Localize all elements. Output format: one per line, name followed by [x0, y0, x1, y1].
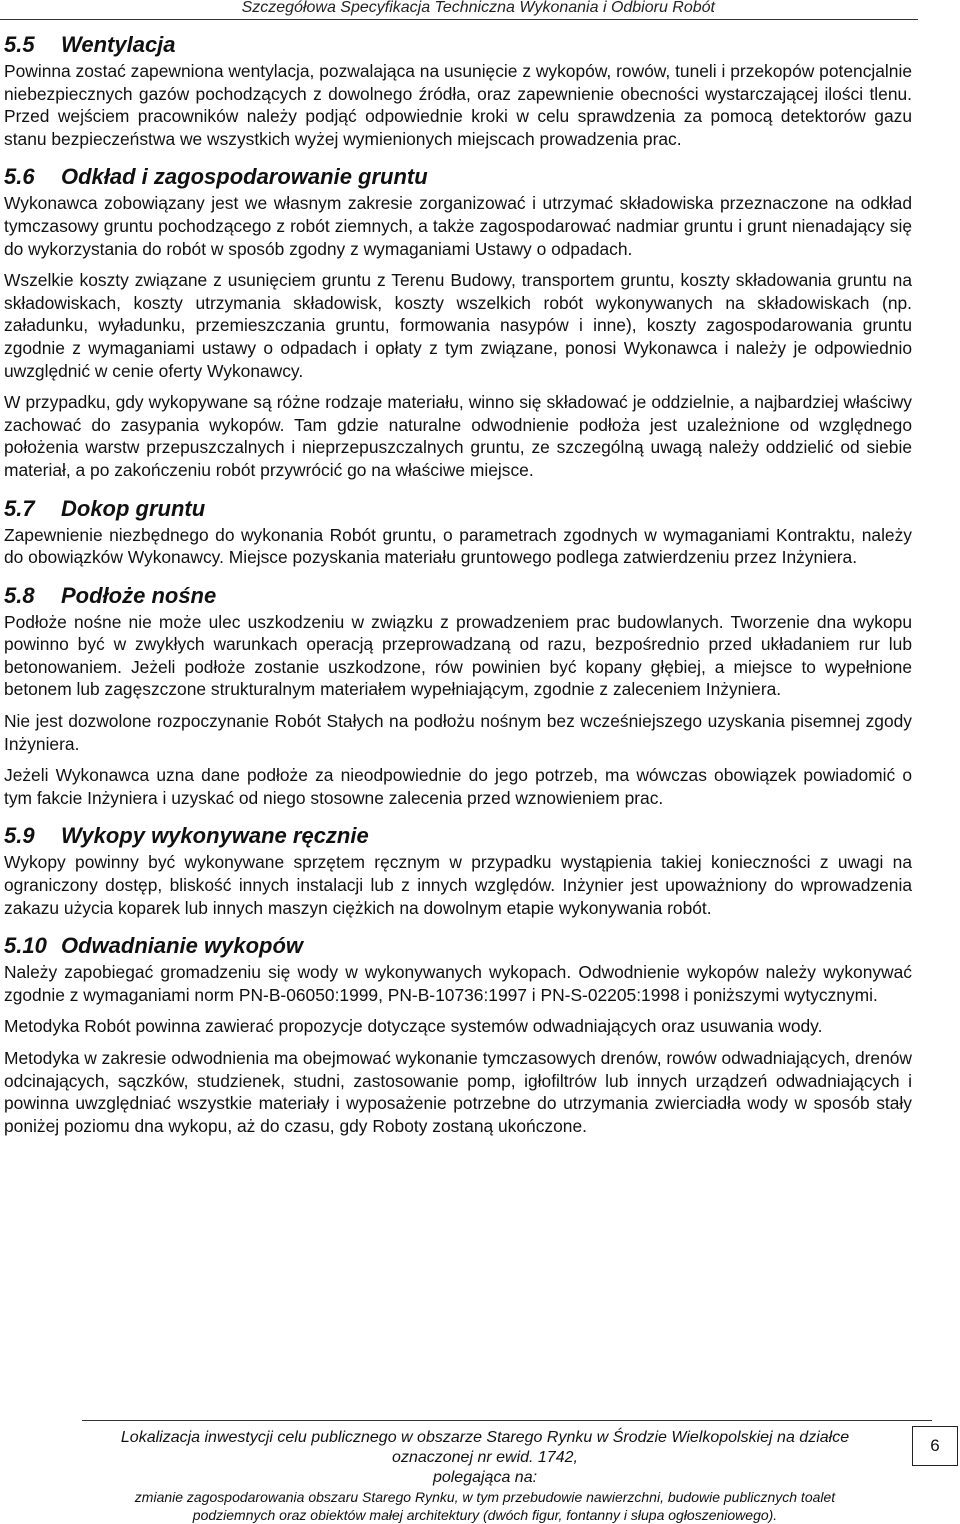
- paragraph: Należy zapobiegać gromadzeniu się wody w wykonywanych wykopach. Odwodnienie wykopów należy wykonywać zgodnie z wymaganiami norm PN-B-06050:1999, PN-B-10736:1997 i PN-S-02205:1998 i poniższymi wytycznymi.: [4, 962, 912, 1005]
- footer-line: Lokalizacja inwestycji celu publicznego w obszarze Starego Rynku w Środzie Wielkopolskiej na działce: [120, 1429, 850, 1446]
- footer-line: zmianie zagospodarowania obszaru Starego Rynku, w tym przebudowie nawierzchni, budowie publicznych toalet: [134, 1489, 836, 1505]
- section-number: 5.7: [4, 495, 35, 521]
- section-heading: [4, 162, 912, 192]
- section-heading: [4, 931, 912, 961]
- section-title: Podłoże nośne: [61, 582, 217, 608]
- section-title: Dokop gruntu: [61, 495, 206, 521]
- section-number: 5.9: [4, 823, 35, 849]
- section-heading: [4, 581, 912, 611]
- footer-line: podziemnych oraz obiektów małej architektury (dwóch figur, fontanny i słupa ogłoszeniowego).: [192, 1507, 778, 1523]
- paragraph: Zapewnienie niezbędnego do wykonania Robót gruntu, o parametrach zgodnych w wymaganiami Kontraktu, należy do obowiązków Wykonawcy. Miejsce pozyskania materiału gruntowego podlega zatwierdzeniu przez Inżyniera.: [4, 524, 912, 568]
- section-number: 5.5: [4, 32, 35, 57]
- footer-line: polegająca na:: [432, 1469, 538, 1486]
- section-title: Wykopy wykonywane ręcznie: [61, 823, 369, 849]
- section-title: Odwadnianie wykopów: [61, 933, 304, 959]
- section-heading: [4, 30, 912, 60]
- paragraph: Metodyka w zakresie odwodnienia ma obejmować wykonanie tymczasowych drenów, rowów odwadniających, drenów odcinających, sączków, studzienek, studni, zastosowanie pomp, igłofiltrów lub innych urządzeń odwadniających i powinna uwzględniać wszystkie materiały i wyposażenie potrzebne do utrzymania zwierciadła wody w sposób stały poniżej poziomu dna wykopu, aż do czasu, gdy Roboty zostaną ukończone.: [4, 1048, 912, 1136]
- section-5-7: [4, 494, 912, 569]
- paragraph: Podłoże nośne nie może ulec uszkodzeniu w związku z prowadzeniem prac budowlanych. Tworzenie dna wykopu powinno być w zwykłych warunkach operacją przeprowadzaną od razu, bezpośrednio przed układaniem rur lub betonowaniem. Jeżeli podłoże zostanie uszkodzone, rów powinien być kopany głębiej, a miejsce to wypełnione betonem lub zagęszczone strukturalnym materiałem wypełniającym, zgodnie z zaleceniem Inżyniera.: [4, 611, 912, 700]
- paragraph: W przypadku, gdy wykopywane są różne rodzaje materiału, winno się składować je oddzielnie, a najbardziej właściwy zachować do zasypania wykopów. Tam gdzie naturalne odwodnienie podłoża jest uzależnione od względnego położenia warstw przepuszczalnych i nieprzepuszczalnych gruntu, ze szczególną uwagą należy oddzielić od siebie materiał, a po zakończeniu robót przywrócić go na właściwe miejsce.: [4, 392, 912, 480]
- section-number: 5.10: [4, 933, 47, 959]
- section-title: Odkład i zagospodarowanie gruntu: [61, 164, 428, 190]
- section-number: 5.6: [4, 164, 35, 190]
- section-5-8: [4, 581, 912, 810]
- section-5-9: [4, 821, 912, 919]
- section-5-10: [4, 931, 912, 1137]
- paragraph: Wykopy powinny być wykonywane sprzętem ręcznym w przypadku wystąpienia takiej konieczności z uwagi na ograniczony dostęp, bliskość innych instalacji lub z innych względów. Inżynier jest upoważniony do wprowadzenia zakazu użycia koparek lub innych maszyn ciężkich na dowolnym etapie wykonywania robót.: [4, 852, 912, 918]
- section-5-6: [4, 162, 912, 481]
- paragraph: Nie jest dozwolone rozpoczynanie Robót Stałych na podłożu nośnym bez wcześniejszego uzyskania pisemnej zgody Inżyniera.: [4, 711, 912, 754]
- section-heading: [4, 821, 912, 851]
- paragraph: Jeżeli Wykonawca uzna dane podłoże za nieodpowiednie do jego potrzeb, ma wówczas obowiązek powiadomić o tym fakcie Inżyniera i uzyskać od niego stosowne zalecenia przed wznowieniem prac.: [4, 765, 912, 808]
- section-heading: [4, 494, 912, 524]
- document-header-title: Szczegółowa Specyfikacja Techniczna Wykonania i Odbioru Robót: [241, 0, 715, 16]
- document-body: [4, 30, 912, 1146]
- paragraph: Wszelkie koszty związane z usunięciem gruntu z Terenu Budowy, transportem gruntu, koszty składowania gruntu na składowiskach, koszty utrzymania składowisk, koszty wszelkich robót wykonywanych na składowiskach (np. załadunku, wyładunku, przemieszczania gruntu, formowania nasypów i inne), koszty zagospodarowania gruntu zgodnie z wymaganiami ustawy o odpadach i opłaty z tym związane, ponosi Wykonawca i należy je odpowiednio uwzględnić w cenie oferty Wykonawcy.: [4, 270, 912, 381]
- section-5-5: [4, 30, 912, 150]
- page-number: 6: [912, 1426, 958, 1466]
- section-title: Wentylacja: [61, 32, 176, 57]
- section-number: 5.8: [4, 582, 35, 608]
- header-rule: [0, 19, 918, 20]
- paragraph: Metodyka Robót powinna zawierać propozycje dotyczące systemów odwadniających oraz usuwania wody.: [4, 1016, 823, 1037]
- footer-line: oznaczonej nr ewid. 1742,: [392, 1449, 578, 1466]
- paragraph: Powinna zostać zapewniona wentylacja, pozwalająca na usunięcie z wykopów, rowów, tuneli i przekopów potencjalnie niebezpiecznych gazów pochodzących z dowolnego źródła, oraz zapewnienie obecności wystarczającej ilości tlenu. Przed wejściem pracowników należy podjąć odpowiednie kroki w celu sprawdzenia za pomocą detektorów gazu stanu bezpieczeństwa we wszystkich wyżej wymienionych miejscach prowadzenia prac.: [4, 61, 912, 149]
- paragraph: Wykonawca zobowiązany jest we własnym zakresie zorganizować i utrzymać składowiska przeznaczone na odkład tymczasowy gruntu pochodzącego z robót ziemnych, a także zagospodarować nadmiar gruntu i grunt nienadający się do wykorzystania do robót w sposób zgodny z wymaganiami Ustawy o odpadach.: [4, 193, 912, 259]
- document-footer: [60, 1428, 910, 1524]
- footer-rule: [82, 1420, 932, 1421]
